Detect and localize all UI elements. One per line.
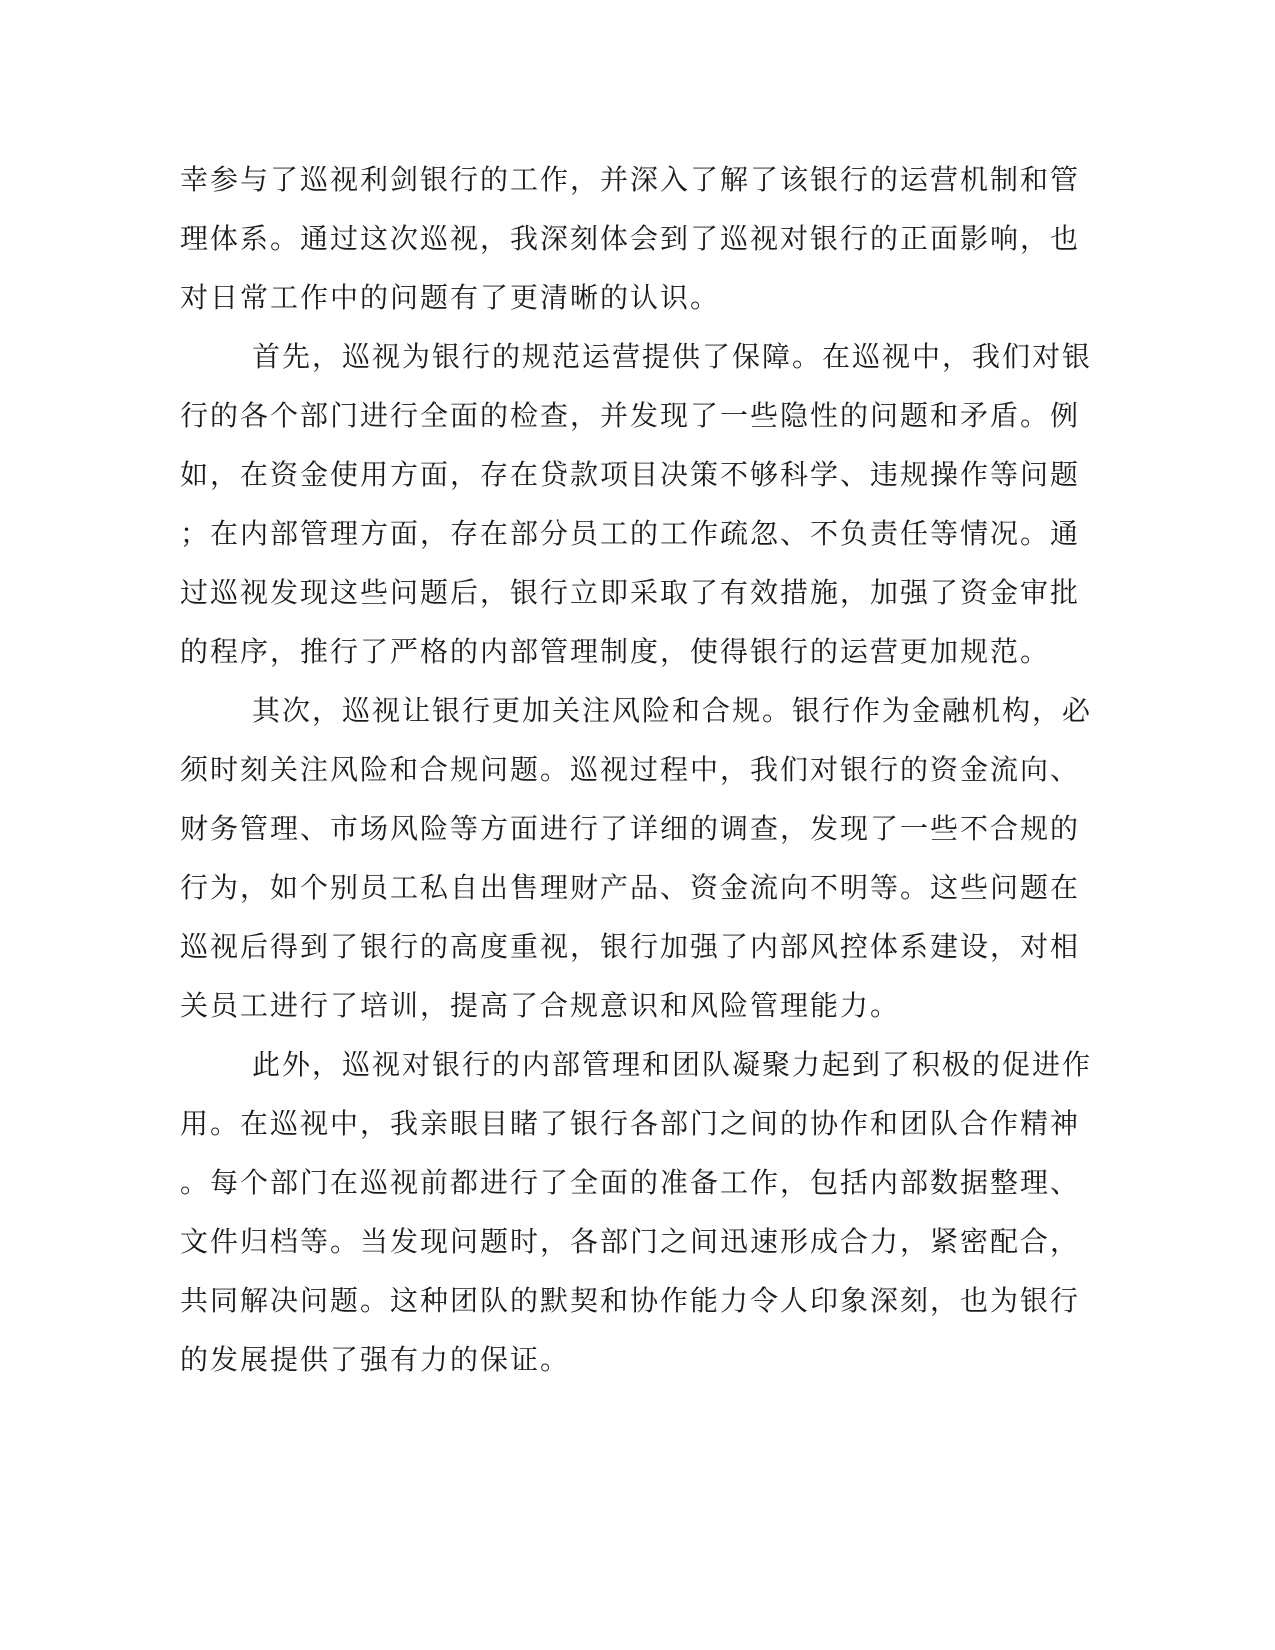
text-line: 如，在资金使用方面，存在贷款项目决策不够科学、违规操作等问题 [180,458,1081,491]
paragraph-first [180,327,1093,681]
document-body [180,150,1093,1389]
text-line: 的程序，推行了严格的内部管理制度，使得银行的运营更加规范。 [180,635,1051,668]
text-line: 其次，巡视让银行更加关注风险和合规。银行作为金融机构，必 [252,694,1093,727]
text-line: 对日常工作中的问题有了更清晰的认识。 [180,281,721,314]
text-line: 幸参与了巡视利剑银行的工作，并深入了解了该银行的运营机制和管 [180,163,1081,196]
text-line: 此外，巡视对银行的内部管理和团队凝聚力起到了积极的促进作 [252,1048,1093,1081]
text-line: 文件归档等。当发现问题时，各部门之间迅速形成合力，紧密配合， [180,1225,1081,1258]
text-line: 须时刻关注风险和合规问题。巡视过程中，我们对银行的资金流向、 [180,753,1081,786]
text-line: 关员工进行了培训，提高了合规意识和风险管理能力。 [180,989,901,1022]
text-line: 财务管理、市场风险等方面进行了详细的调查，发现了一些不合规的 [180,812,1081,845]
text-line: 共同解决问题。这种团队的默契和协作能力令人印象深刻，也为银行 [180,1284,1081,1317]
text-line: 过巡视发现这些问题后，银行立即采取了有效措施，加强了资金审批 [180,576,1081,609]
text-line: 用。在巡视中，我亲眼目睹了银行各部门之间的协作和团队合作精神 [180,1107,1081,1140]
text-line: 行的各个部门进行全面的检查，并发现了一些隐性的问题和矛盾。例 [180,399,1081,432]
text-line: 巡视后得到了银行的高度重视，银行加强了内部风控体系建设，对相 [180,930,1081,963]
text-line: 行为，如个别员工私自出售理财产品、资金流向不明等。这些问题在 [180,871,1081,904]
text-line: 首先，巡视为银行的规范运营提供了保障。在巡视中，我们对银 [252,340,1093,373]
paragraph-third [180,1035,1093,1389]
paragraph-intro [180,150,1081,327]
text-line: 理体系。通过这次巡视，我深刻体会到了巡视对银行的正面影响，也 [180,222,1081,255]
text-line: 。每个部门在巡视前都进行了全面的准备工作，包括内部数据整理、 [180,1166,1081,1199]
paragraph-second [180,681,1093,1035]
text-line: 的发展提供了强有力的保证。 [180,1343,571,1376]
text-line: ；在内部管理方面，存在部分员工的工作疏忽、不负责任等情况。通 [180,517,1081,550]
